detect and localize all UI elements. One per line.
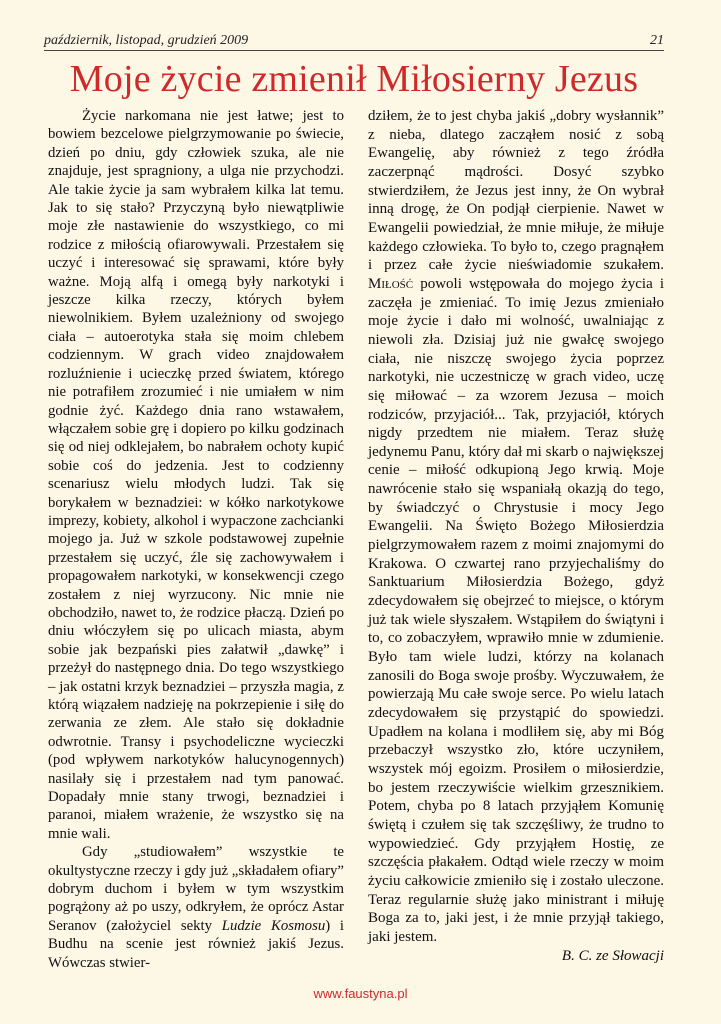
header-rule: [44, 50, 664, 51]
paragraph-text: dziłem, że to jest chyba jakiś „dobry wysłannik” z nieba, dlatego zacząłem nosić z sobą Ewangelię, aby również z tego źródła zaczerpnąć mądrości. Dosyć szybko stwierdziłem, że Jezus jest inny, że On wybrał inną drogę, że On podjął cierpienie. Nawet w Ewangelii powiedział, że mnie miłuje, że miłuje każdego człowieka. To było to, czego pragnąłem i przez całe życie nieświadomie szukałem.: [368, 108, 664, 274]
paragraph-text: powoli wstępowała do mojego życia i zaczęła je zmieniać. To imię Jezus zmieniało moje życie i dało mi wolność, uwalniając z niewoli zła. Dzisiaj już nie gwałcę swojego ciała, nie niszczę swojego życia poprzez narkotyki, nie uczestniczę w grach video, uczę się miłować – za wzorem Jezusa – moich rodziców, przyjaciół... Tak, przyjaciół, których nigdy przedtem nie miałem. Teraz służę jedynemu Panu, który dał mi skarb o największej cenie – miłość odkupioną Jego krwią. Moje nawrócenie stało się wspaniałą okazją do tego, by świadczyć o Chrystusie i mocy Jego Ewangelii. Na Święto Bożego Miłosierdzia pielgrzymowałem razem z moimi znajomymi do Krakowa. O czwartej rano przyjechaliśmy do Sanktuarium Miłosierdzia Bożego, gdyż zdecydowałem się obejrzeć to miejsce, o którym już tak wiele słyszałem. Wstąpiłem do świątyni i to, co zobaczyłem, wprawiło mnie w zdumienie. Było tam wiele ludzi, którzy na kolanach zanosili do Boga swoje prośby. Wyczuwałem, że powierzają Mu całe swoje serce. Po wielu latach zdecydowałem się przystąpić do spowiedzi. Upadłem na kolana i modliłem się, aby mi Bóg przebaczył wszystko zło, które uczyniłem, wszystek mój egoizm. Prosiłem o miłosierdzie, bo jestem rzeczywiście wielkim grzesznikiem. Potem, chyba po 8 latach przyjąłem Komunię świętą i czułem się tak szczęśliwy, że trudno to wypowiedzieć. Gdy przyjąłem Hostię, ze szczęścia płakałem. Odtąd wiele rzeczy w moim życiu całkowicie zmieniło się i zostało uleczone. Teraz regularnie służę jako ministrant i miłuję Boga za to, jaki jest, i że mnie przyjął takiego, jaki jestem.: [368, 275, 664, 945]
issue-date: październik, listopad, grudzień 2009: [44, 33, 249, 48]
paragraph-text: Gdy „studiowałem” wszystkie te okultystyczne rzeczy i gdy już „składałem ofiary” dobrym duchom i byłem w tym wszystkim pogrążony aż po uszy, odkryłem, że oprócz Astar Seranov (założyciel sekty: [48, 844, 344, 934]
paragraph-text: ) i Budhu na scenie jest również jakiś Jezus. Wówczas stwier-: [48, 917, 344, 971]
page-header: [44, 33, 664, 51]
text-column-left: [48, 107, 344, 972]
footer-url[interactable]: www.faustyna.pl: [313, 986, 408, 1001]
article-title: Moje życie zmienił Miłosierny Jezus: [69, 58, 639, 100]
text-column-right: [368, 107, 664, 965]
page-number: 21: [650, 33, 664, 48]
sect-name: Ludzie Kosmosu: [221, 917, 326, 934]
paragraph: [48, 843, 344, 972]
emphasis-word: Miłość: [368, 275, 414, 292]
paragraph: [368, 107, 664, 947]
paragraph: Życie narkomana nie jest łatwe; jest to bowiem bezcelowe pielgrzymowanie po świecie, dzień po dniu, gdy człowiek szuka, ale nie znajduje, jest spragniony, a ulga nie przychodzi. Ale takie życie ja sam wybrałem kilka lat temu. Jak to się stało? Przyczyną było niewątpliwie moje złe nastawienie do wszystkiego, co mi rodzice z miłością ofiarowywali. Przestałem się uczyć i interesować się sprawami, które były ważne. Moją alfą i omegą były narkotyki i jeszcze kilka rzeczy, których byłem niewolnikiem. Byłem uzależniony od swojego ciała – autoerotyka stała się moim chlebem codziennym. W grach video znajdowałem rozluźnienie i ucieczkę przed światem, którego nie potrafiłem zrozumieć i nie umiałem w nim godnie żyć. Każdego dnia rano wstawałem, włączałem sobie grę i dopiero po kilku godzinach się od niej odklejałem, bo nabrałem ochoty kupić sobie coś do jedzenia. Jest to codzienny scenariusz wielu młodych ludzi. Tak się borykałem w beznadziei: w kółko narkotykowe imprezy, kobiety, alkohol i wypaczone zachcianki mojego ja. Już w szkole podstawowej zupełnie przestałem się uczyć, źle się zachowywałem i propagowałem narkotyki, w konsekwencji czego zostałem z niej wyrzucony. Nic mnie nie obchodziło, nawet to, że rodzice płaczą. Dzień po dniu włóczyłem się po ulicach miasta, abym sobie jak bezpański pies załatwił „dawkę” i przeżył do następnego dnia. Do tego wszystkiego – jak ostatni krzyk beznadziei – przyszła magia, z którą wiązałem nadzieję na pokrzepienie i siłę do zerwania ze złem. Ale stało się dokładnie odwrotnie. Transy i psychodeliczne wycieczki (pod wpływem narkotyków halucynogennych) nasilały się i przestałem nad tym panować. Dopadały mnie stany trwogi, beznadziei i paranoi, miałem wrażenie, że wszystko się na mnie wali.: [48, 108, 344, 842]
author-signature: B. C. ze Słowacji: [561, 947, 664, 964]
